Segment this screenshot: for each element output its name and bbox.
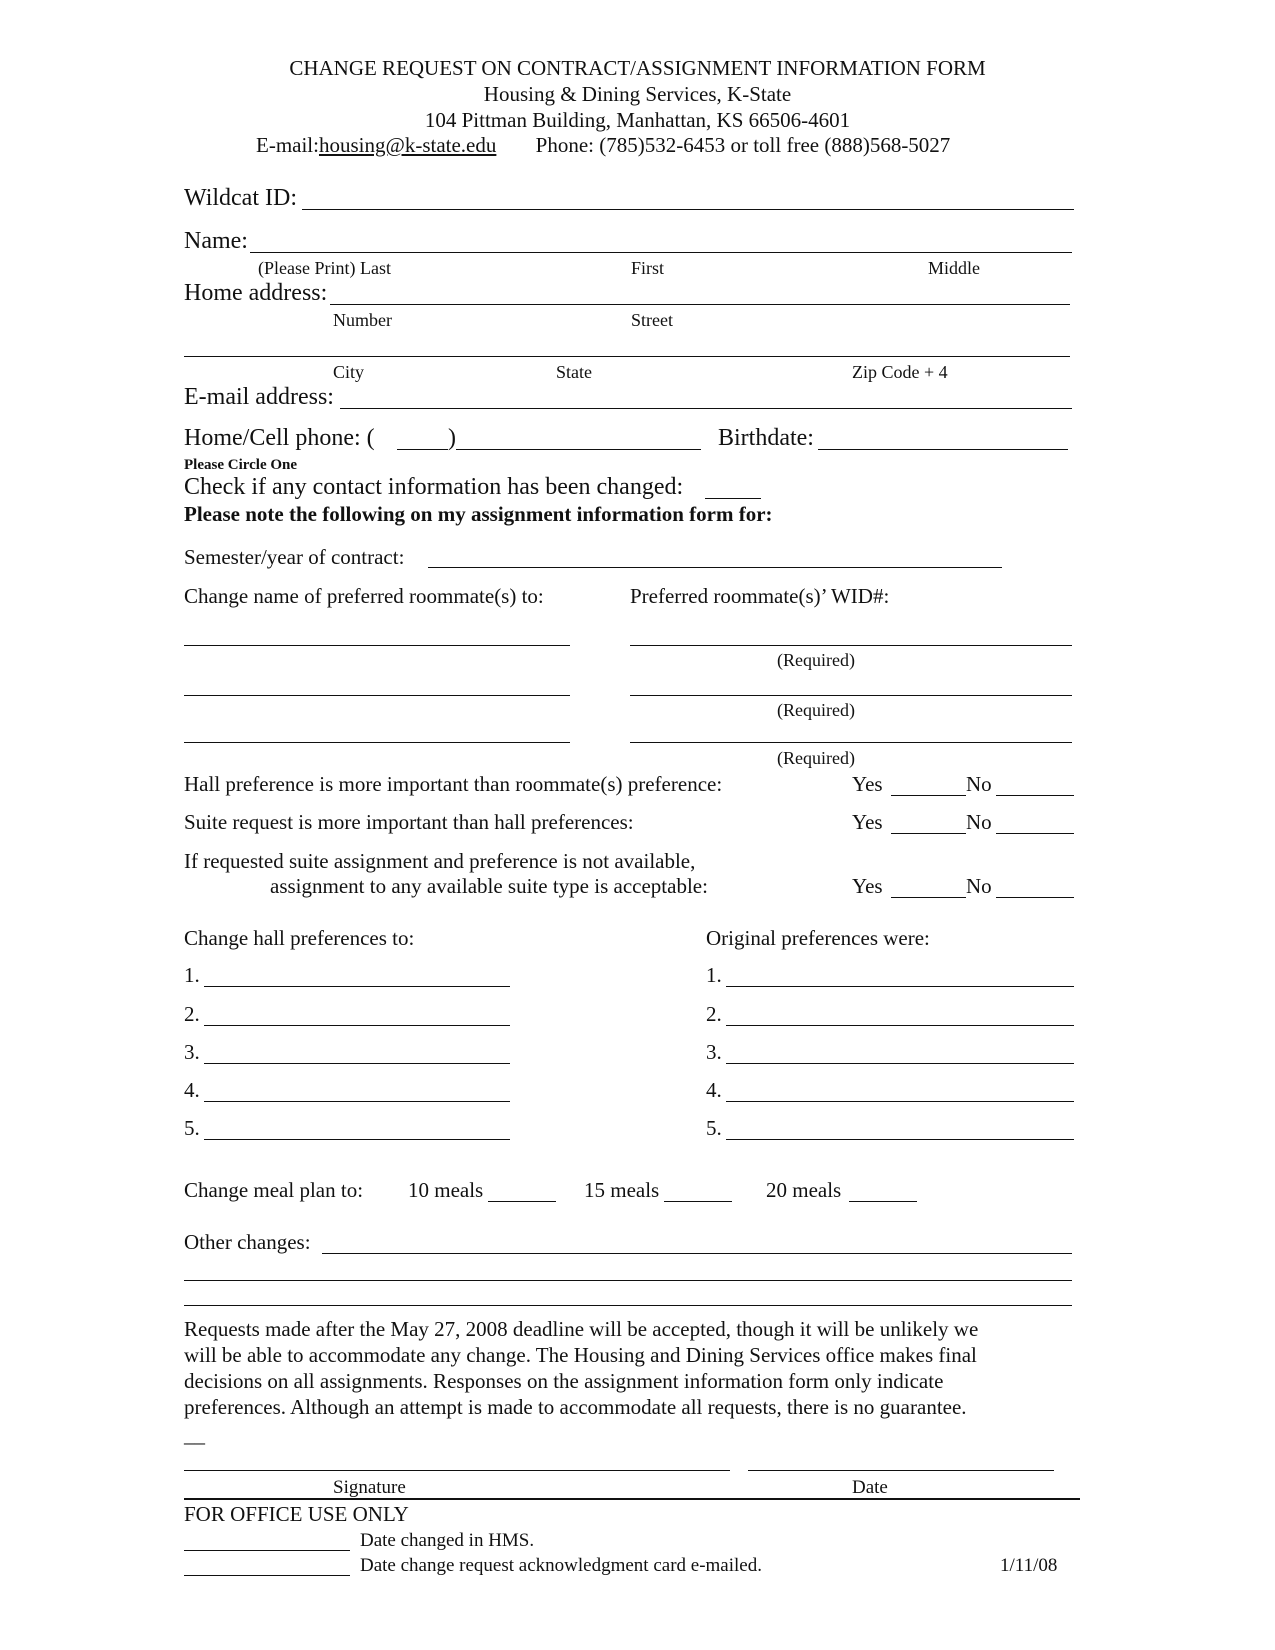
name-hint-middle: Middle (928, 258, 980, 278)
email-link[interactable]: housing@k-state.edu (318, 133, 497, 157)
roommate-name-field-2[interactable] (184, 695, 570, 696)
suite-avail-question-line2: assignment to any available suite type is acceptable: (270, 874, 708, 898)
hall-change-field-5[interactable] (204, 1139, 510, 1140)
hall-pref-question: Hall preference is more important than roommate(s) preference: (184, 772, 723, 796)
hall-change-field-4[interactable] (204, 1101, 510, 1102)
other-changes-field-2[interactable] (184, 1280, 1072, 1281)
roommate-wid-field-3[interactable] (630, 742, 1072, 743)
phone-info: Phone: (785)532-6453 or toll free (888)568-5027 (535, 133, 951, 157)
name-label: Name: (184, 228, 248, 254)
meal-20-label: 20 meals (766, 1178, 842, 1202)
department-name: Housing & Dining Services, K-State (483, 82, 792, 106)
suite-pref-no-field[interactable] (996, 833, 1074, 834)
wildcat-id-label: Wildcat ID: (184, 185, 297, 211)
email-address-field[interactable] (340, 408, 1072, 409)
suite-pref-question: Suite request is more important than hall preferences: (184, 810, 634, 834)
hall-original-field-2[interactable] (726, 1025, 1074, 1026)
suite-pref-no-label: No (966, 810, 992, 834)
date-label: Date (852, 1477, 888, 1498)
office-ack-label: Date change request acknowledgment card e-mailed. (360, 1555, 762, 1576)
hall-original-field-4[interactable] (726, 1101, 1074, 1102)
other-changes-field-3[interactable] (184, 1305, 1072, 1306)
department-address: 104 Pittman Building, Manhattan, KS 66506-4601 (424, 108, 851, 132)
roommate-wid-label: Preferred roommate(s)’ WID#: (630, 584, 890, 608)
addr-zip-hint: Zip Code + 4 (852, 362, 948, 382)
contact-changed-label: Check if any contact information has been changed: (184, 474, 684, 500)
required-note-2: (Required) (777, 700, 855, 720)
office-hms-label: Date changed in HMS. (360, 1530, 535, 1551)
semester-label: Semester/year of contract: (184, 545, 405, 569)
contact-changed-checkbox[interactable] (705, 498, 761, 499)
hall-pref-no-label: No (966, 772, 992, 796)
hall-pref-no-field[interactable] (996, 795, 1074, 796)
semester-field[interactable] (428, 567, 1002, 568)
hall-change-num-4: 4. (184, 1078, 200, 1102)
date-field[interactable] (748, 1470, 1054, 1471)
form-version: 1/11/08 (1000, 1555, 1058, 1576)
email-label: E-mail: (256, 133, 319, 157)
signature-field[interactable] (184, 1470, 730, 1471)
birthdate-label: Birthdate: (718, 425, 814, 451)
hall-original-num-1: 1. (706, 963, 722, 987)
addr-number-hint: Number (333, 310, 392, 330)
meal-plan-label: Change meal plan to: (184, 1178, 364, 1202)
office-ack-field[interactable] (184, 1575, 350, 1576)
hall-original-num-4: 4. (706, 1078, 722, 1102)
suite-avail-question-line1: If requested suite assignment and preference is not available, (184, 849, 696, 873)
suite-avail-yes-field[interactable] (891, 897, 966, 898)
office-hms-field[interactable] (184, 1550, 350, 1551)
addr-state-hint: State (556, 362, 592, 382)
hall-original-num-2: 2. (706, 1002, 722, 1026)
hall-original-num-3: 3. (706, 1040, 722, 1064)
notice-line-2: will be able to accommodate any change. The Housing and Dining Services office makes final (184, 1343, 977, 1367)
hall-original-field-5[interactable] (726, 1139, 1074, 1140)
hall-change-field-3[interactable] (204, 1063, 510, 1064)
phone-area-code-field[interactable] (397, 449, 448, 450)
office-divider (184, 1498, 1080, 1500)
name-hint-first: First (631, 258, 665, 278)
other-changes-label: Other changes: (184, 1230, 311, 1254)
home-address-city-field[interactable] (184, 356, 1070, 357)
meal-10-field[interactable] (488, 1201, 556, 1202)
required-note-3: (Required) (777, 748, 855, 768)
suite-avail-yes-label: Yes (852, 874, 883, 898)
meal-15-label: 15 meals (584, 1178, 660, 1202)
phone-label: Home/Cell phone: ( (184, 425, 375, 451)
addr-city-hint: City (333, 362, 365, 382)
hall-pref-yes-field[interactable] (891, 795, 966, 796)
home-address-street-field[interactable] (330, 304, 1070, 305)
suite-avail-no-field[interactable] (996, 897, 1074, 898)
hall-change-field-1[interactable] (204, 986, 510, 987)
hall-original-num-5: 5. (706, 1116, 722, 1140)
suite-pref-yes-field[interactable] (891, 833, 966, 834)
office-use-heading: FOR OFFICE USE ONLY (184, 1502, 409, 1526)
signature-label: Signature (333, 1477, 406, 1498)
roommate-wid-field-1[interactable] (630, 645, 1072, 646)
notice-dash: __ (184, 1423, 205, 1447)
name-hint-last: (Please Print) Last (258, 258, 391, 278)
notice-line-4: preferences. Although an attempt is made to accommodate all requests, there is no guarantee. (184, 1395, 967, 1419)
name-field[interactable] (250, 252, 1072, 253)
circle-one-note: Please Circle One (184, 457, 298, 473)
assignment-note-heading: Please note the following on my assignment information form for: (184, 502, 773, 526)
hall-change-field-2[interactable] (204, 1025, 510, 1026)
roommate-wid-field-2[interactable] (630, 695, 1072, 696)
addr-street-hint: Street (631, 310, 673, 330)
notice-line-3: decisions on all assignments. Responses on the assignment information form only indicate (184, 1369, 944, 1393)
home-address-label: Home address: (184, 280, 328, 306)
meal-20-field[interactable] (849, 1201, 917, 1202)
hall-change-num-3: 3. (184, 1040, 200, 1064)
suite-avail-no-label: No (966, 874, 992, 898)
roommate-change-label: Change name of preferred roommate(s) to: (184, 584, 544, 608)
roommate-name-field-3[interactable] (184, 742, 570, 743)
phone-number-field[interactable] (456, 449, 701, 450)
form-title: CHANGE REQUEST ON CONTRACT/ASSIGNMENT INFORMATION FORM (289, 56, 986, 80)
hall-change-num-5: 5. (184, 1116, 200, 1140)
hall-change-num-1: 1. (184, 963, 200, 987)
hall-original-field-1[interactable] (726, 986, 1074, 987)
required-note-1: (Required) (777, 650, 855, 670)
suite-pref-yes-label: Yes (852, 810, 883, 834)
meal-10-label: 10 meals (408, 1178, 484, 1202)
contact-line (256, 133, 950, 158)
birthdate-field[interactable] (818, 449, 1068, 450)
other-changes-field-1[interactable] (322, 1253, 1072, 1254)
hall-original-heading: Original preferences were: (706, 926, 930, 950)
wildcat-id-field[interactable] (302, 209, 1074, 210)
email-address-label: E-mail address: (184, 384, 334, 410)
hall-pref-yes-label: Yes (852, 772, 883, 796)
roommate-name-field-1[interactable] (184, 645, 570, 646)
meal-15-field[interactable] (664, 1201, 732, 1202)
hall-original-field-3[interactable] (726, 1063, 1074, 1064)
hall-change-heading: Change hall preferences to: (184, 926, 415, 950)
hall-change-num-2: 2. (184, 1002, 200, 1026)
phone-close-paren: ) (448, 425, 456, 451)
notice-line-1: Requests made after the May 27, 2008 deadline will be accepted, though it will be unlikely we (184, 1317, 979, 1341)
